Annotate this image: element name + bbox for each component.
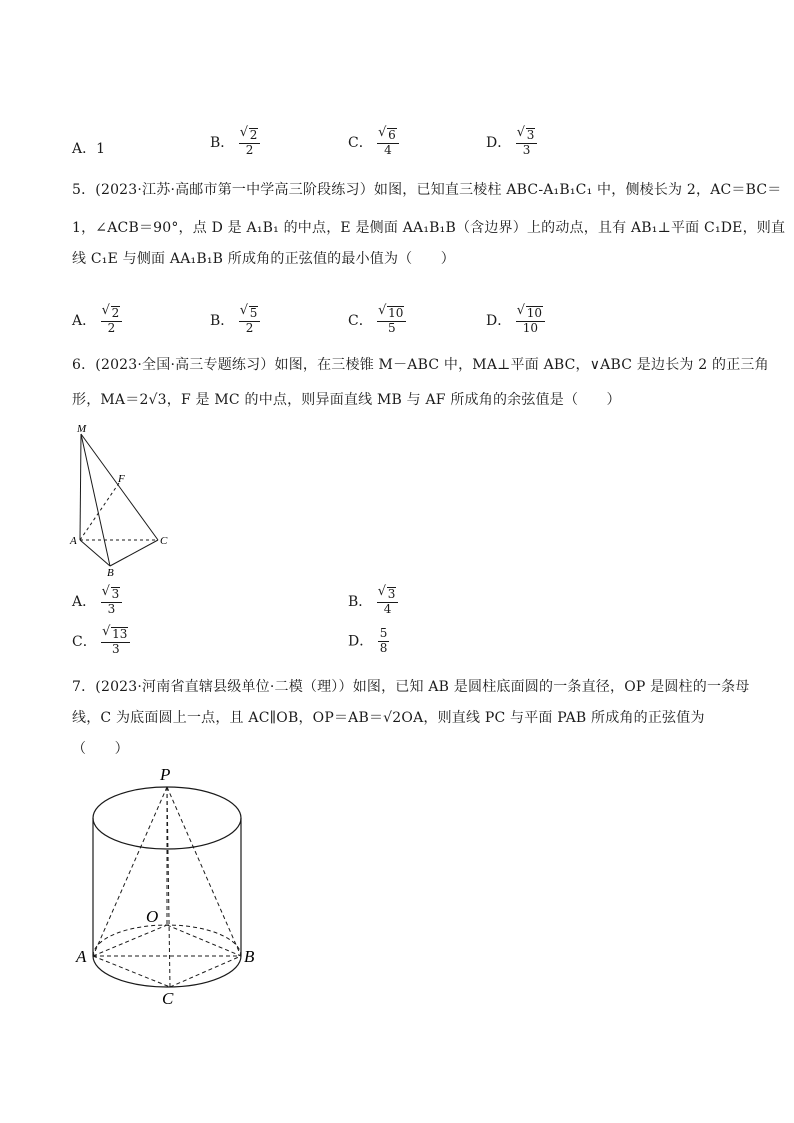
fraction: √ $\frac{13}{3}$ <box>101 627 130 657</box>
q7-stem-line-1: 7．(2023·河南省直辖县级单位·二模（理））如图，已知 AB 是圆柱底面圆的一条直径，OP 是圆柱的一条母 <box>72 679 750 695</box>
q4-option-c[interactable]: C． √ $\frac{6}{4}$ <box>348 128 399 158</box>
vertex-label-c: C <box>160 535 168 547</box>
vertex-label-m: M <box>77 423 87 435</box>
vertex-label-a: A <box>76 947 87 966</box>
q5-option-b[interactable]: B． √ $\frac{5}{2}$ <box>210 306 260 336</box>
q5-option-c[interactable]: C． √ $\frac{10}{5}$ <box>348 306 406 336</box>
q6-tetrahedron-figure <box>66 420 186 580</box>
fraction: √ $\frac{6}{4}$ <box>377 128 399 158</box>
fraction: √ $\frac{3}{4}$ <box>377 587 399 617</box>
q5-stem-line-3: 线 C₁E 与侧面 AA₁B₁B 所成角的正弦值的最小值为（ ） <box>72 251 455 267</box>
q6-option-a[interactable]: A． √ $\frac{3}{3}$ <box>72 587 122 617</box>
q7-stem-line-3: （ ） <box>72 741 129 757</box>
vertex-label-b: B <box>107 567 114 579</box>
q6-stem-line-1: 6．(2023·全国·高三专题练习）如图，在三棱锥 M－ABC 中，MA⊥平面 ABC，∨ABC 是边长为 2 的正三角 <box>72 357 769 373</box>
fraction: √ $\frac{2}{2}$ <box>239 128 261 158</box>
q5-option-a[interactable]: A． √ $\frac{2}{2}$ <box>72 306 122 336</box>
vertex-label-a: A <box>70 535 77 547</box>
fraction: $\frac{5}{8}$ <box>379 626 388 655</box>
q5-stem-line-2: 1，∠ACB＝90°，点 D 是 A₁B₁ 的中点，E 是侧面 AA₁B₁B（含边界）上的动点，且有 AB₁⊥平面 C₁DE，则直 <box>72 220 786 236</box>
vertex-label-p: P <box>160 765 171 784</box>
q5-option-d[interactable]: D． √ $\frac{10}{10}$ <box>486 306 545 336</box>
q7-stem-line-2: 线，C 为底面圆上一点，且 AC∥OB，OP＝AB＝√2OA，则直线 PC 与平面 PAB 所成角的正弦值为 <box>72 710 705 726</box>
q5-stem-line-1: 5．(2023·江苏·高邮市第一中学高三阶段练习）如图，已知直三棱柱 ABC-A₁B₁C₁ 中，侧棱长为 2，AC＝BC＝ <box>72 182 782 198</box>
q4-option-a[interactable]: A．1 <box>72 141 106 157</box>
fraction: √ $\frac{10}{10}$ <box>516 306 545 336</box>
q6-option-c[interactable]: C． √ $\frac{13}{3}$ <box>72 627 130 657</box>
fraction: √ $\frac{3}{3}$ <box>516 128 538 158</box>
q6-option-b[interactable]: B． √ $\frac{3}{4}$ <box>348 587 398 617</box>
q4-option-d[interactable]: D． √ $\frac{3}{3}$ <box>486 128 537 158</box>
vertex-label-f: F <box>118 473 125 485</box>
vertex-label-b: B <box>244 947 255 966</box>
fraction: √ $\frac{5}{2}$ <box>239 306 261 336</box>
vertex-label-c: C <box>162 989 174 1008</box>
fraction: √ $\frac{3}{3}$ <box>101 587 123 617</box>
q6-option-d[interactable]: D． $\frac{5}{8}$ <box>348 626 388 655</box>
q6-stem-line-2: 形，MA＝2√3，F 是 MC 的中点，则异面直线 MB 与 AF 所成角的余弦值是（ ） <box>72 392 621 408</box>
vertex-label-o: O <box>146 907 159 926</box>
fraction: √ $\frac{10}{5}$ <box>377 306 406 336</box>
q4-option-b[interactable]: B． √ $\frac{2}{2}$ <box>210 128 260 158</box>
fraction: √ $\frac{2}{2}$ <box>101 306 123 336</box>
q7-cylinder-figure <box>70 760 270 1010</box>
